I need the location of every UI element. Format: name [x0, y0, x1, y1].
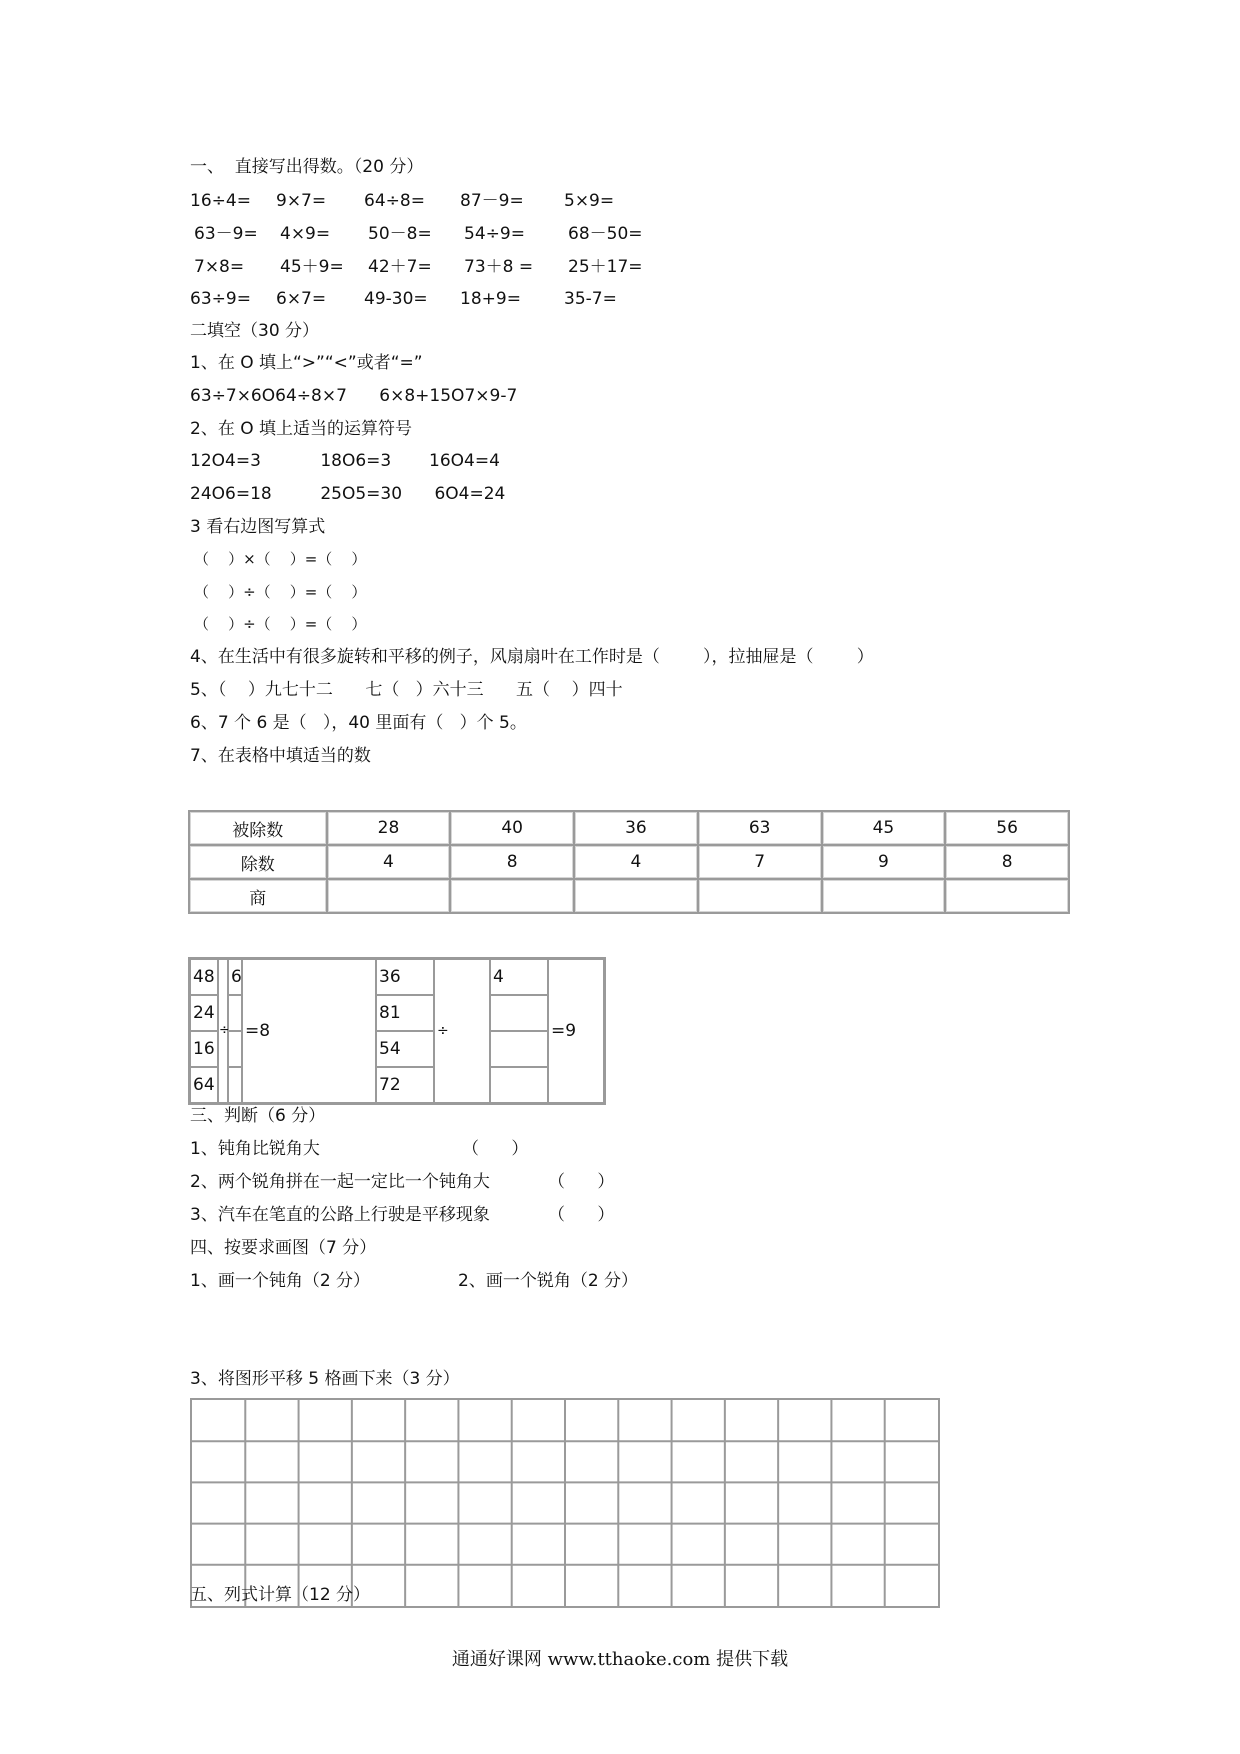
- puzzle-left-divisor: 6: [228, 959, 242, 995]
- dividend-cell: 28: [327, 811, 451, 845]
- arithmetic-problem: 5×9=: [564, 191, 615, 211]
- puzzle-number-cell: 81: [376, 995, 434, 1031]
- puzzle-blank-cell[interactable]: [228, 995, 242, 1031]
- divisor-cell: 9: [822, 845, 946, 879]
- q3-line-2: （ ）÷（ ）=（ ）: [194, 583, 367, 601]
- arithmetic-problem: 50－8=: [368, 224, 432, 244]
- arithmetic-problem: 35-7=: [564, 289, 617, 309]
- section1-title: 一、 直接写出得数。（20 分）: [190, 157, 424, 177]
- quotient-label: 商: [189, 879, 327, 913]
- division-table: [188, 810, 1070, 914]
- puzzle-number-cell: 16: [190, 1031, 218, 1067]
- q7-text: 7、在表格中填适当的数: [190, 746, 371, 766]
- quotient-blank[interactable]: [822, 879, 946, 913]
- quotient-blank[interactable]: [574, 879, 698, 913]
- quotient-blank[interactable]: [945, 879, 1069, 913]
- arithmetic-problem: 45＋9=: [280, 257, 344, 277]
- puzzle-number-cell: 64: [190, 1067, 218, 1103]
- puzzle-blank-cell[interactable]: [490, 1067, 548, 1103]
- puzzle-left-divide-sign: ÷: [218, 959, 228, 1103]
- page-footer: 通通好课网 www.tthaoke.com 提供下载: [451, 1649, 789, 1670]
- q5-text: 5、（ ）九七十二 七（ ）六十三 五（ ）四十: [190, 680, 623, 700]
- dividend-label: 被除数: [189, 811, 327, 845]
- arithmetic-problem: 42＋7=: [368, 257, 432, 277]
- quotient-blank[interactable]: [450, 879, 574, 913]
- dividend-cell: 63: [698, 811, 822, 845]
- draw-obtuse-text: 1、画一个钝角（2 分）: [190, 1271, 371, 1291]
- puzzle-number-cell: 36: [376, 959, 434, 995]
- puzzle-left-result: =8: [242, 959, 376, 1103]
- divisor-cell: 8: [945, 845, 1069, 879]
- puzzle-blank-cell[interactable]: [490, 995, 548, 1031]
- arithmetic-problem: 87－9=: [460, 191, 524, 211]
- q1-text: 1、在 O 填上“>”“<”或者“=”: [190, 353, 423, 373]
- puzzle-blank-cell[interactable]: [490, 1031, 548, 1067]
- translate-text: 3、将图形平移 5 格画下来（3 分）: [190, 1369, 460, 1389]
- quotient-row: [189, 879, 1069, 913]
- q2-line1: 12O4=3 18O6=3 16O4=4: [190, 451, 500, 471]
- puzzle-right-result: =9: [548, 959, 604, 1103]
- arithmetic-problem: 16÷4=: [190, 191, 251, 211]
- judge-blank-1[interactable]: （ ）: [462, 1139, 529, 1159]
- draw-acute-text: 2、画一个锐角（2 分）: [458, 1271, 639, 1291]
- dividend-cell: 56: [945, 811, 1069, 845]
- judge-item-1: 1、钝角比锐角大: [190, 1139, 320, 1159]
- q3-text: 3 看右边图写算式: [190, 517, 326, 537]
- q2-line2: 24O6=18 25O5=30 6O4=24: [190, 484, 506, 504]
- arithmetic-problem: 7×8=: [194, 257, 245, 277]
- arithmetic-problem: 25＋17=: [568, 257, 643, 277]
- puzzle-blank-cell[interactable]: [228, 1067, 242, 1103]
- divisor-cell: 4: [574, 845, 698, 879]
- arithmetic-problem: 63－9=: [194, 224, 258, 244]
- section4-title: 四、按要求画图（7 分）: [190, 1238, 377, 1258]
- section2-title: 二填空（30 分）: [190, 321, 320, 341]
- dividend-cell: 36: [574, 811, 698, 845]
- dividend-row: [189, 811, 1069, 845]
- puzzle-blank-cell[interactable]: [228, 1031, 242, 1067]
- arithmetic-problem: 54÷9=: [464, 224, 525, 244]
- puzzle-right-divisor: 4: [490, 959, 548, 995]
- puzzle-number-cell: 72: [376, 1067, 434, 1103]
- arithmetic-problem: 73＋8 =: [464, 257, 534, 277]
- q3-line-1: （ ）×（ ）=（ ）: [194, 550, 367, 568]
- puzzle-number-cell: 54: [376, 1031, 434, 1067]
- divisor-cell: 4: [327, 845, 451, 879]
- arithmetic-problem: 9×7=: [276, 191, 327, 211]
- judge-item-3: 3、汽车在笔直的公路上行驶是平移现象: [190, 1205, 490, 1225]
- judge-blank-3[interactable]: （ ）: [548, 1205, 615, 1225]
- q6-text: 6、7 个 6 是（ ），40 里面有（ ）个 5。: [190, 713, 527, 733]
- puzzle-right-divide-sign: ÷: [434, 959, 490, 1103]
- q2-text: 2、在 O 填上适当的运算符号: [190, 419, 413, 439]
- section3-title: 三、判断（6 分）: [190, 1106, 326, 1126]
- dividend-cell: 40: [450, 811, 574, 845]
- arithmetic-problem: 68－50=: [568, 224, 643, 244]
- arithmetic-problem: 63÷9=: [190, 289, 251, 309]
- judge-blank-2[interactable]: （ ）: [548, 1172, 615, 1192]
- arithmetic-problem: 4×9=: [280, 224, 331, 244]
- divisor-row: [189, 845, 1069, 879]
- translation-grid[interactable]: [190, 1398, 940, 1608]
- puzzle-number-cell: 24: [190, 995, 218, 1031]
- divisor-cell: 7: [698, 845, 822, 879]
- arithmetic-problem: 6×7=: [276, 289, 327, 309]
- grid-lines: [192, 1400, 938, 1606]
- arithmetic-problem: 18+9=: [460, 289, 521, 309]
- arithmetic-problem: 49-30=: [364, 289, 428, 309]
- section5-title: 五、列式计算（12 分）: [190, 1585, 371, 1605]
- puzzle-number-cell: 48: [190, 959, 218, 995]
- q3-line-3: （ ）÷（ ）=（ ）: [194, 615, 367, 633]
- divisor-cell: 8: [450, 845, 574, 879]
- q1-line: 63÷7×6O64÷8×7 6×8+15O7×9-7: [190, 386, 518, 406]
- division-puzzle: [188, 957, 606, 1105]
- quotient-blank[interactable]: [327, 879, 451, 913]
- dividend-cell: 45: [822, 811, 946, 845]
- arithmetic-problem: 64÷8=: [364, 191, 425, 211]
- q4-text: 4、在生活中有很多旋转和平移的例子，风扇扇叶在工作时是（ ），拉抽屉是（ ）: [190, 647, 874, 667]
- divisor-label: 除数: [189, 845, 327, 879]
- quotient-blank[interactable]: [698, 879, 822, 913]
- judge-item-2: 2、两个锐角拼在一起一定比一个钝角大: [190, 1172, 490, 1192]
